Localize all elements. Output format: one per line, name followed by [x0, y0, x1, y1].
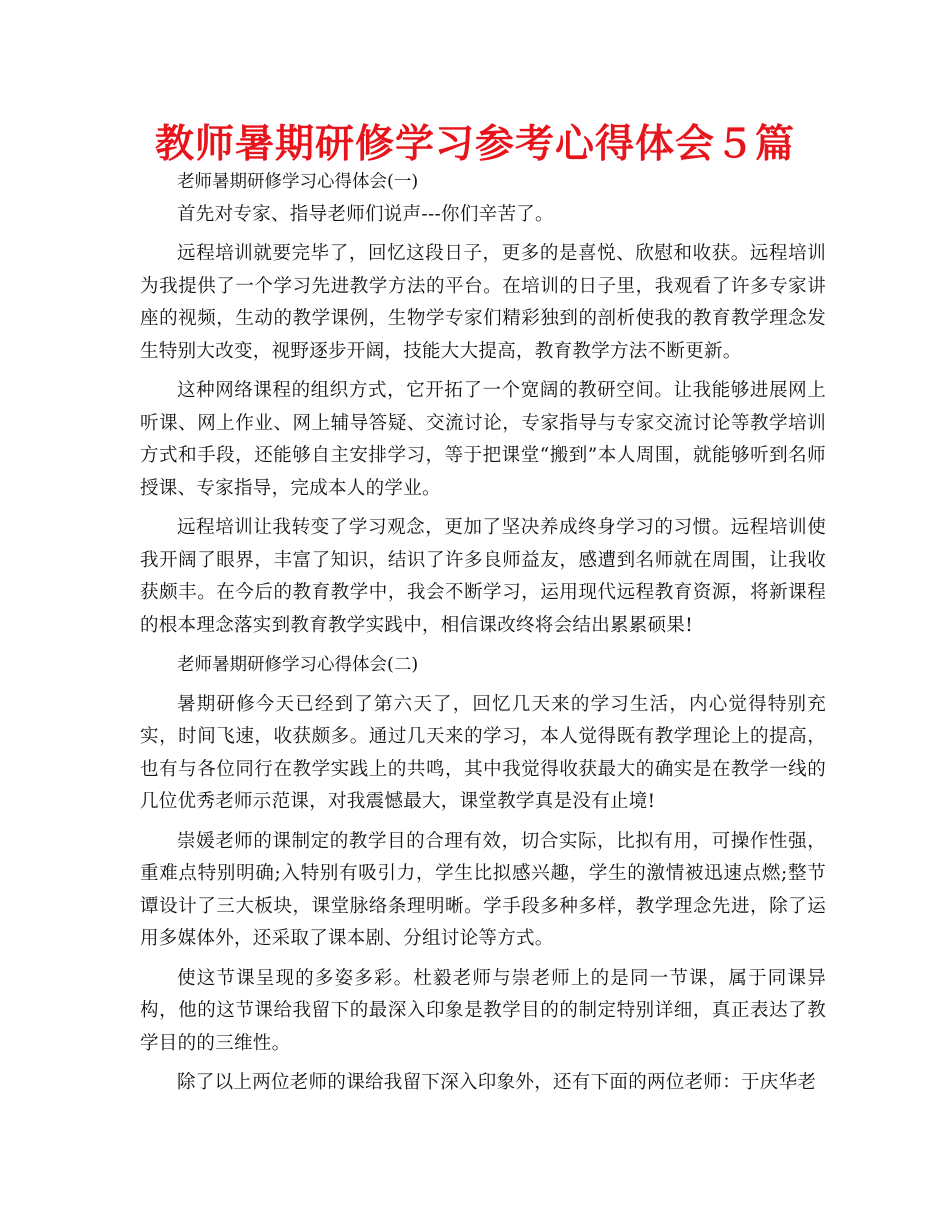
- section-heading-2: 老师暑期研修学习心得体会(二): [177, 655, 419, 675]
- paragraph: 崇媛老师的课制定的教学目的合理有效，切合实际，比拟有用，可操作性强，重难点特别明确;入特别有吸引力，学生比拟感兴趣，学生的激情被迅速点燃;整节谭设计了三大板块，课堂脉络条理明晰。学手段多种多样，教学理念先进，除了运用多媒体外，还采取了课本剧、分组讨论等方式。: [140, 830, 826, 949]
- section-heading-1: 老师暑期研修学习心得体会(一): [177, 172, 419, 192]
- paragraph: 暑期研修今天已经到了第六天了，回忆几天来的学习生活，内心觉得特别充实，时间飞速，收获颇多。通过几天来的学习，本人觉得既有教学理论上的提高，也有与各位同行在教学实践上的共鸣，其中我觉得收获最大的确实是在教学一线的几位优秀老师示范课，对我震憾最大，课堂教学真是没有止境!: [140, 693, 826, 812]
- document-title: 教师暑期研修学习参考心得体会５篇: [154, 122, 795, 167]
- paragraph: 使这节课呈现的多姿多彩。杜毅老师与崇老师上的是同一节课，属于同课异构，他的这节课给我留下的最深入印象是教学目的的制定特别详细，真正表达了教学目的的三维性。: [140, 967, 826, 1054]
- paragraph: 远程培训让我转变了学习观念，更加了坚决养成终身学习的习惯。远程培训使我开阔了眼界，丰富了知识，结识了许多良师益友，感遭到名师就在周围，让我收获颇丰。在今后的教育教学中，我会不断学习，运用现代远程教育资源，将新课程的根本理念落实到教育教学实践中，相信课改终将会结出累累硕果!: [140, 517, 826, 636]
- paragraph: 远程培训就要完毕了，回忆这段日子，更多的是喜悦、欣慰和收获。远程培训为我提供了一个学习先进教学方法的平台。在培训的日子里，我观看了许多专家讲座的视频，生动的教学课例，生物学专家们精彩独到的剖析使我的教育教学理念发生特别大改变，视野逐步开阔，技能大大提高，教育教学方法不断更新。: [140, 243, 826, 362]
- document-body: [140, 166, 826, 1100]
- paragraph: 这种网络课程的组织方式，它开拓了一个宽阔的教研空间。让我能够进展网上听课、网上作业、网上辅导答疑、交流讨论，专家指导与专家交流讨论等教学培训方式和手段，还能够自主安排学习，等于把课堂“搬到”本人周围，就能够听到名师授课、专家指导，完成本人的学业。: [140, 380, 826, 499]
- paragraph: 除了以上两位老师的课给我留下深入印象外，还有下面的两位老师：于庆华老: [177, 1072, 817, 1093]
- paragraph: 首先对专家、指导老师们说声---你们辛苦了。: [177, 203, 554, 225]
